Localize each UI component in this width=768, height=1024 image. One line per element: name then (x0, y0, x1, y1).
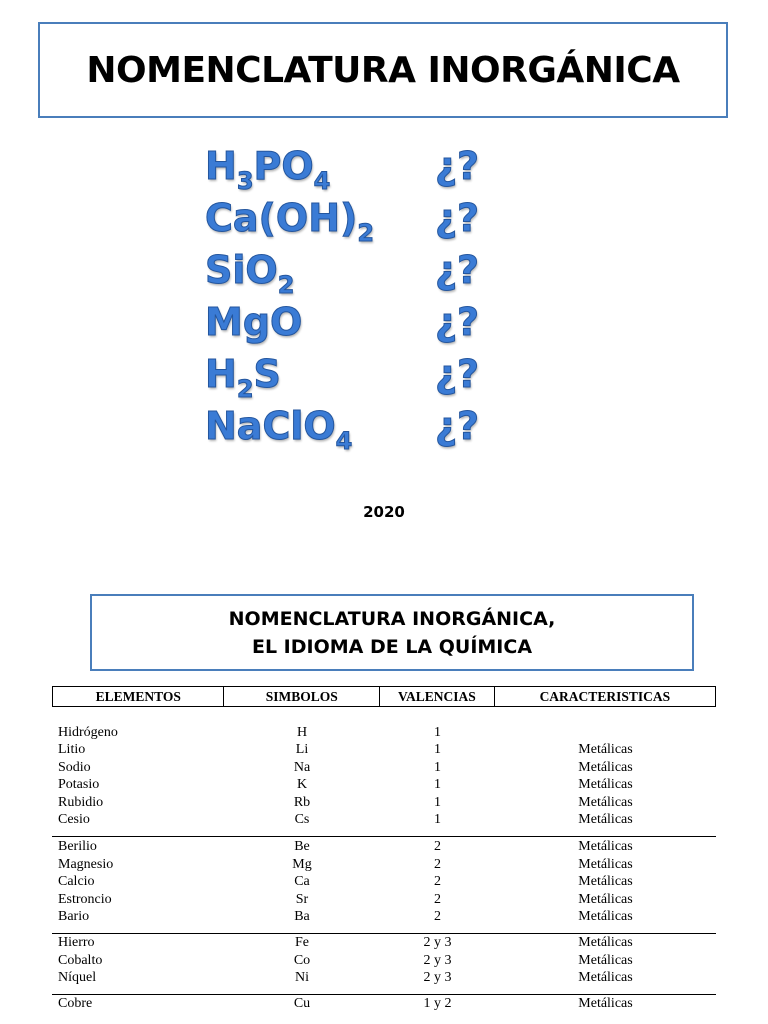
element-symbol: Fe (295, 935, 309, 951)
element-valence: 1 (434, 742, 441, 758)
subtitle-box (90, 594, 694, 671)
chemical-formula (205, 400, 353, 455)
formula-row (205, 192, 525, 247)
formula-row (205, 296, 525, 348)
table-row (52, 995, 716, 1012)
element-valence: 1 y 2 (423, 996, 452, 1012)
element-characteristic: Metálicas (578, 856, 633, 872)
element-characteristic: Metálicas (578, 996, 633, 1012)
table-row (52, 856, 716, 873)
formula-row (205, 348, 525, 403)
element-name: Hidrógeno (58, 725, 118, 740)
formula-question-mark: ¿? (435, 196, 480, 240)
element-symbol: Ni (295, 970, 309, 986)
element-valence: 1 (434, 777, 441, 793)
chemical-formula (205, 140, 331, 195)
element-characteristic: Metálicas (578, 952, 633, 968)
formula-text: H (205, 144, 237, 188)
element-symbol: Na (293, 759, 311, 775)
element-valence: 2 (434, 839, 441, 855)
formula-text: MgO (205, 300, 303, 344)
element-symbol: Cs (294, 811, 310, 827)
element-symbol: Mg (292, 856, 312, 872)
formula-text: S (253, 352, 281, 396)
element-valence: 1 (434, 759, 441, 775)
formula-row (205, 140, 525, 195)
chemical-formula (205, 244, 295, 299)
element-name: Cobre (58, 996, 93, 1012)
element-symbol: Rb (293, 794, 311, 810)
chemical-formula (205, 192, 375, 247)
table-row (52, 873, 716, 890)
formula-row (205, 244, 525, 299)
formula-text: SiO (205, 248, 278, 292)
element-characteristic: Metálicas (578, 777, 633, 793)
element-characteristic: Metálicas (578, 874, 633, 890)
formula-question-mark: ¿? (435, 352, 480, 396)
element-name: Bario (58, 908, 90, 924)
element-symbol: K (296, 777, 308, 793)
element-name: Cesio (58, 811, 90, 827)
element-group (52, 933, 716, 986)
header-simbolos: SIMBOLOS (224, 687, 380, 706)
formula-question-mark: ¿? (435, 404, 480, 448)
chemical-formula (205, 348, 281, 403)
element-name: Potasio (58, 777, 100, 793)
header-elementos: ELEMENTOS (53, 687, 224, 706)
chemical-formula (205, 296, 302, 348)
formula-subscript: 3 (236, 167, 254, 195)
formula-list (205, 140, 525, 455)
element-name: Litio (58, 742, 86, 758)
element-symbol: H (296, 725, 308, 740)
element-symbol: Li (295, 742, 309, 758)
element-name: Calcio (58, 874, 95, 890)
formula-text: Ca(OH) (205, 196, 358, 240)
element-symbol: Ba (294, 908, 310, 924)
formula-row (205, 400, 525, 455)
formula-question-mark: ¿? (435, 300, 480, 344)
element-characteristic: Metálicas (578, 839, 633, 855)
table-row (52, 969, 716, 986)
formula-text: NaClO (205, 404, 336, 448)
element-name: Berilio (58, 839, 97, 855)
subtitle-line-1: NOMENCLATURA INORGÁNICA, (228, 607, 556, 630)
element-characteristic: Metálicas (578, 970, 633, 986)
element-name: Estroncio (58, 891, 112, 907)
formula-subscript: 4 (313, 167, 331, 195)
formula-subscript: 2 (277, 271, 295, 299)
table-row (52, 811, 716, 828)
element-name: Rubidio (58, 794, 104, 810)
element-valence: 1 (434, 725, 441, 740)
table-header (52, 686, 716, 707)
element-name: Magnesio (58, 856, 114, 872)
table-row (52, 794, 716, 811)
element-name: Níquel (58, 970, 97, 986)
formula-subscript: 4 (335, 427, 353, 455)
formula-question-mark: ¿? (435, 248, 480, 292)
element-group (52, 836, 716, 925)
element-valence: 2 (434, 891, 441, 907)
element-valence: 1 (434, 811, 441, 827)
formula-text: PO (253, 144, 314, 188)
element-symbol: Cu (293, 996, 311, 1012)
table-row (52, 891, 716, 908)
element-name: Hierro (58, 935, 95, 951)
element-characteristic: Metálicas (578, 908, 633, 924)
element-characteristic: Metálicas (578, 794, 633, 810)
element-group (52, 994, 716, 1012)
subtitle-line-2: EL IDIOMA DE LA QUÍMICA (251, 635, 533, 658)
element-valence: 2 (434, 908, 441, 924)
table-row (52, 908, 716, 925)
element-valence: 1 (434, 794, 441, 810)
table-row (52, 759, 716, 776)
table-row (52, 741, 716, 758)
element-name: Cobalto (58, 952, 103, 968)
element-symbol: Ca (294, 874, 310, 890)
element-characteristic (495, 724, 716, 741)
elements-table (52, 686, 716, 1013)
formula-subscript: 2 (236, 375, 254, 403)
table-row (52, 838, 716, 855)
element-symbol: Sr (295, 891, 309, 907)
element-characteristic: Metálicas (578, 759, 633, 775)
formula-question-mark: ¿? (435, 144, 480, 188)
element-characteristic: Metálicas (578, 742, 633, 758)
element-characteristic: Metálicas (578, 811, 633, 827)
element-valence: 2 y 3 (423, 952, 452, 968)
header-valencias: VALENCIAS (380, 687, 495, 706)
element-valence: 2 (434, 874, 441, 890)
table-body (52, 724, 716, 1013)
element-characteristic: Metálicas (578, 935, 633, 951)
year-label: 2020 (363, 503, 405, 521)
element-symbol: Co (293, 952, 311, 968)
element-valence: 2 y 3 (423, 970, 452, 986)
table-row (52, 952, 716, 969)
element-valence: 2 (434, 856, 441, 872)
page-title: NOMENCLATURA INORGÁNICA (86, 49, 680, 91)
header-caracteristicas: CARACTERISTICAS (539, 689, 671, 704)
table-row (52, 776, 716, 793)
title-box (38, 22, 728, 118)
element-name: Sodio (58, 759, 91, 775)
formula-text: H (205, 352, 237, 396)
table-row (52, 934, 716, 951)
element-group (52, 724, 716, 828)
element-symbol: Be (294, 839, 310, 855)
element-valence: 2 y 3 (423, 935, 452, 951)
formula-subscript: 2 (357, 219, 375, 247)
element-characteristic: Metálicas (578, 891, 633, 907)
table-row (52, 724, 716, 741)
